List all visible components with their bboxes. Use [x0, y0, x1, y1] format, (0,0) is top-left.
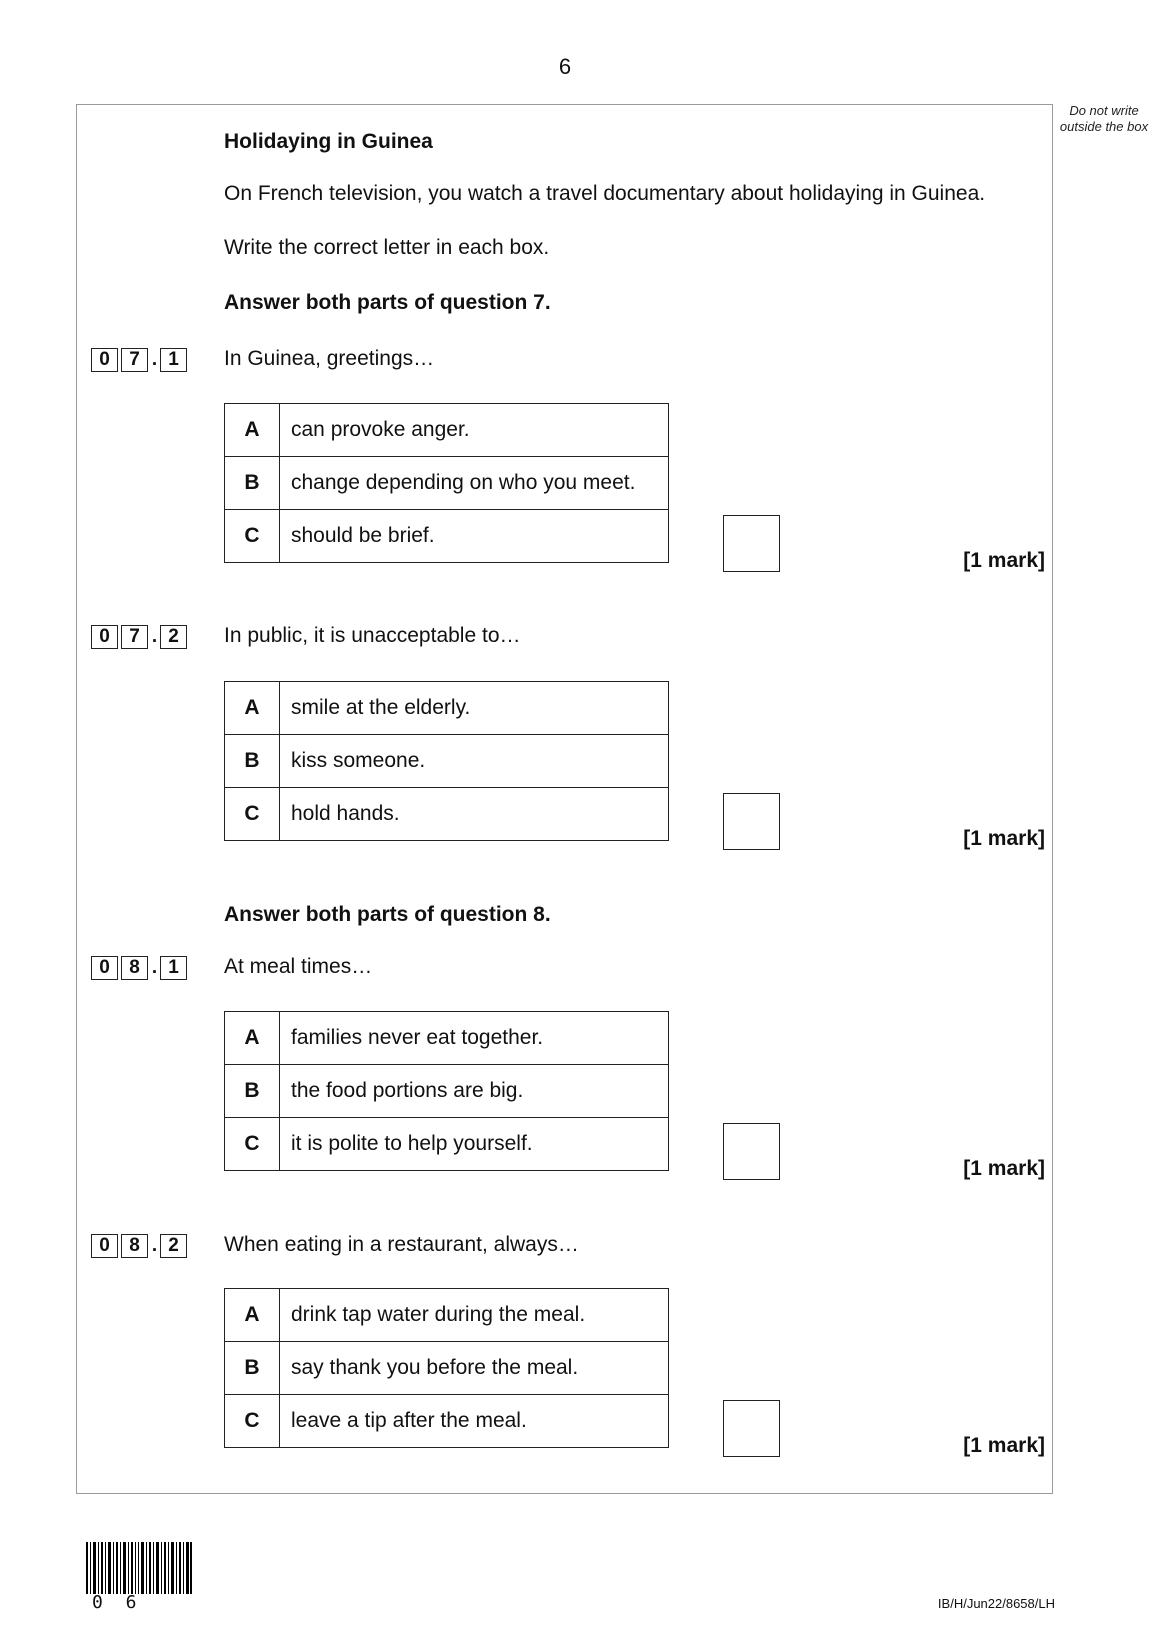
option-row [225, 404, 669, 457]
option-text: change depending on who you meet. [280, 457, 669, 510]
option-row [225, 682, 669, 735]
option-text: leave a tip after the meal. [280, 1395, 669, 1448]
options-table-07-1 [224, 403, 669, 563]
option-text: should be brief. [280, 510, 669, 563]
question-stem-08-1: At meal times… [224, 955, 373, 978]
option-letter: A [225, 1012, 280, 1065]
option-text: smile at the elderly. [280, 682, 669, 735]
footer-reference: IB/H/Jun22/8658/LH [937, 1596, 1055, 1611]
qnum-dot: . [151, 1235, 158, 1256]
option-text: kiss someone. [280, 735, 669, 788]
option-text: families never eat together. [280, 1012, 669, 1065]
qnum-dot: . [151, 349, 158, 370]
qnum-digit: 1 [160, 348, 187, 372]
option-letter: A [225, 682, 280, 735]
section-title: Holidaying in Guinea [224, 130, 433, 153]
question-stem-07-1: In Guinea, greetings… [224, 347, 435, 370]
option-letter: A [225, 1289, 280, 1342]
option-row [225, 1065, 669, 1118]
group-heading-7: Answer both parts of question 7. [224, 291, 551, 314]
option-letter: C [225, 1395, 280, 1448]
qnum-digit: 7 [121, 625, 148, 649]
option-letter: B [225, 457, 280, 510]
question-number-08-2 [91, 1233, 190, 1259]
qnum-digit: 2 [160, 625, 187, 649]
margin-note: Do not write outside the box [1059, 103, 1149, 134]
question-number-07-2 [91, 624, 190, 650]
options-table-08-2 [224, 1288, 669, 1448]
option-letter: B [225, 1342, 280, 1395]
question-stem-07-2: In public, it is unacceptable to… [224, 624, 521, 647]
option-row [225, 735, 669, 788]
option-letter: B [225, 1065, 280, 1118]
mark-label-07-2: [1 mark] [963, 827, 1045, 850]
page-number: 6 [558, 54, 572, 79]
qnum-digit: 2 [160, 1234, 187, 1258]
option-text: say thank you before the meal. [280, 1342, 669, 1395]
option-row [225, 1395, 669, 1448]
qnum-dot: . [151, 957, 158, 978]
option-row [225, 1342, 669, 1395]
qnum-digit: 0 [91, 1234, 118, 1258]
barcode-number: 0 6 [92, 1592, 143, 1613]
option-row [225, 510, 669, 563]
barcode-graphic [86, 1542, 192, 1594]
option-letter: C [225, 788, 280, 841]
answer-box-08-1[interactable] [723, 1123, 780, 1180]
section-intro: On French television, you watch a travel documentary about holidaying in Guinea. [224, 182, 986, 205]
options-table-07-2 [224, 681, 669, 841]
option-row [225, 457, 669, 510]
answer-box-07-2[interactable] [723, 793, 780, 850]
options-table-08-1 [224, 1011, 669, 1171]
option-text: hold hands. [280, 788, 669, 841]
qnum-digit: 7 [121, 348, 148, 372]
question-number-07-1 [91, 347, 190, 373]
mark-label-08-1: [1 mark] [963, 1157, 1045, 1180]
section-instruction: Write the correct letter in each box. [224, 236, 550, 259]
option-text: the food portions are big. [280, 1065, 669, 1118]
option-letter: A [225, 404, 280, 457]
answer-box-08-2[interactable] [723, 1400, 780, 1457]
option-text: can provoke anger. [280, 404, 669, 457]
option-text: it is polite to help yourself. [280, 1118, 669, 1171]
qnum-digit: 0 [91, 956, 118, 980]
option-letter: B [225, 735, 280, 788]
option-letter: C [225, 510, 280, 563]
qnum-digit: 0 [91, 348, 118, 372]
qnum-digit: 1 [160, 956, 187, 980]
option-row [225, 1289, 669, 1342]
option-text: drink tap water during the meal. [280, 1289, 669, 1342]
answer-box-07-1[interactable] [723, 515, 780, 572]
question-number-08-1 [91, 955, 190, 981]
group-heading-8: Answer both parts of question 8. [224, 903, 551, 926]
option-row [225, 1012, 669, 1065]
qnum-dot: . [151, 626, 158, 647]
option-row [225, 1118, 669, 1171]
mark-label-07-1: [1 mark] [963, 549, 1045, 572]
qnum-digit: 8 [121, 1234, 148, 1258]
mark-label-08-2: [1 mark] [963, 1434, 1045, 1457]
option-letter: C [225, 1118, 280, 1171]
option-row [225, 788, 669, 841]
qnum-digit: 8 [121, 956, 148, 980]
question-stem-08-2: When eating in a restaurant, always… [224, 1233, 579, 1256]
qnum-digit: 0 [91, 625, 118, 649]
